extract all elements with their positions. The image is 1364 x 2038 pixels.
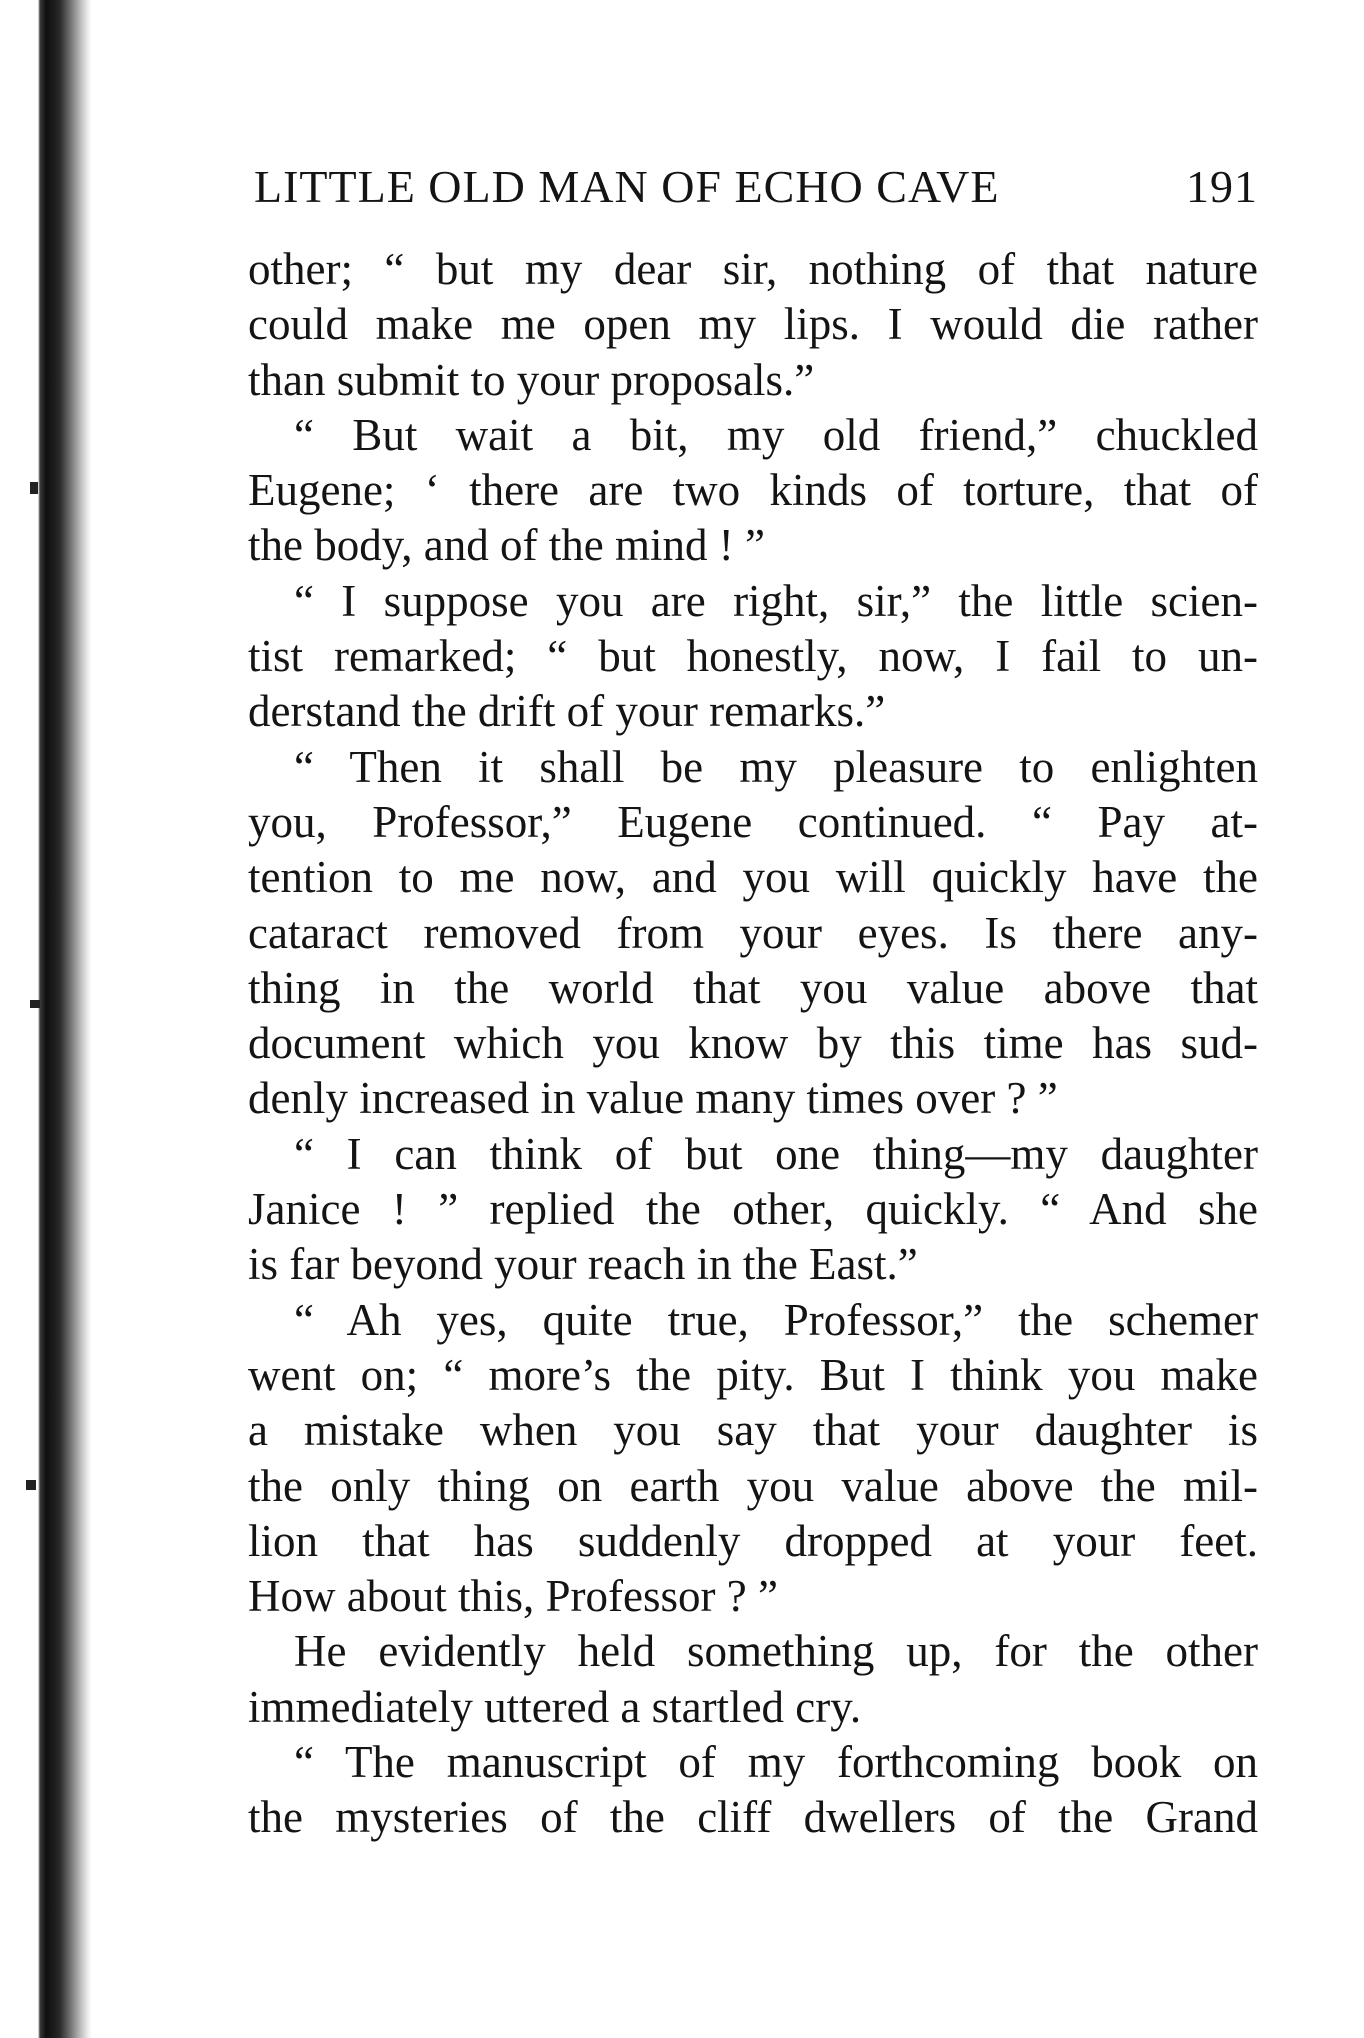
text-line: document which you know by this time has sud- bbox=[248, 1018, 1258, 1069]
running-title: LITTLE OLD MAN OF ECHO CAVE bbox=[254, 161, 1000, 212]
text-line: denly increased in value many times over ? ” bbox=[248, 1073, 1058, 1124]
text-line: “ The manuscript of my forthcoming book on bbox=[294, 1737, 1258, 1788]
text-line: “ Ah yes, quite true, Professor,” the schemer bbox=[294, 1294, 1258, 1345]
text-line: “ I suppose you are right, sir,” the little scien- bbox=[294, 575, 1258, 626]
text-line: tist remarked; “ but honestly, now, I fail to un- bbox=[248, 631, 1258, 682]
text-line: you, Professor,” Eugene continued. “ Pay at- bbox=[248, 796, 1258, 847]
text-line: went on; “ more’s the pity. But I think you make bbox=[248, 1349, 1258, 1400]
text-line: could make me open my lips. I would die rather bbox=[248, 299, 1258, 350]
scanned-binding-edge bbox=[0, 0, 92, 2038]
text-line: a mistake when you say that your daughter is bbox=[248, 1405, 1258, 1456]
text-line: “ I can think of but one thing—my daughter bbox=[294, 1128, 1258, 1179]
text-line: the only thing on earth you value above the mil- bbox=[248, 1460, 1258, 1511]
text-line: is far beyond your reach in the East.” bbox=[248, 1239, 918, 1290]
running-header bbox=[248, 160, 1258, 220]
page-number: 191 bbox=[1186, 161, 1258, 212]
text-line: Janice ! ” replied the other, quickly. “ And she bbox=[248, 1184, 1258, 1235]
binding-mark bbox=[30, 482, 38, 494]
text-line: Eugene; ‘ there are two kinds of torture, that of bbox=[248, 465, 1258, 516]
text-line: thing in the world that you value above that bbox=[248, 962, 1258, 1013]
text-line: tention to me now, and you will quickly have the bbox=[248, 852, 1258, 903]
text-line: immediately uttered a startled cry. bbox=[248, 1681, 862, 1732]
text-line: other; “ but my dear sir, nothing of that nature bbox=[248, 244, 1258, 294]
text-line: “ But wait a bit, my old friend,” chuckled bbox=[294, 409, 1258, 460]
text-line: “ Then it shall be my pleasure to enlighten bbox=[294, 741, 1258, 792]
text-line: than submit to your proposals.” bbox=[248, 354, 815, 405]
binding-mark bbox=[30, 1000, 40, 1008]
body-text bbox=[248, 242, 1258, 1846]
text-line: the mysteries of the cliff dwellers of the Grand bbox=[248, 1792, 1258, 1843]
text-line: the body, and of the mind ! ” bbox=[248, 520, 765, 571]
text-line: cataract removed from your eyes. Is there any- bbox=[248, 907, 1258, 958]
text-line: lion that has suddenly dropped at your feet. bbox=[248, 1515, 1258, 1566]
binding-mark bbox=[26, 1480, 36, 1490]
text-line: derstand the drift of your remarks.” bbox=[248, 686, 886, 737]
text-line: He evidently held something up, for the other bbox=[294, 1626, 1258, 1677]
text-line: How about this, Professor ? ” bbox=[248, 1571, 778, 1622]
